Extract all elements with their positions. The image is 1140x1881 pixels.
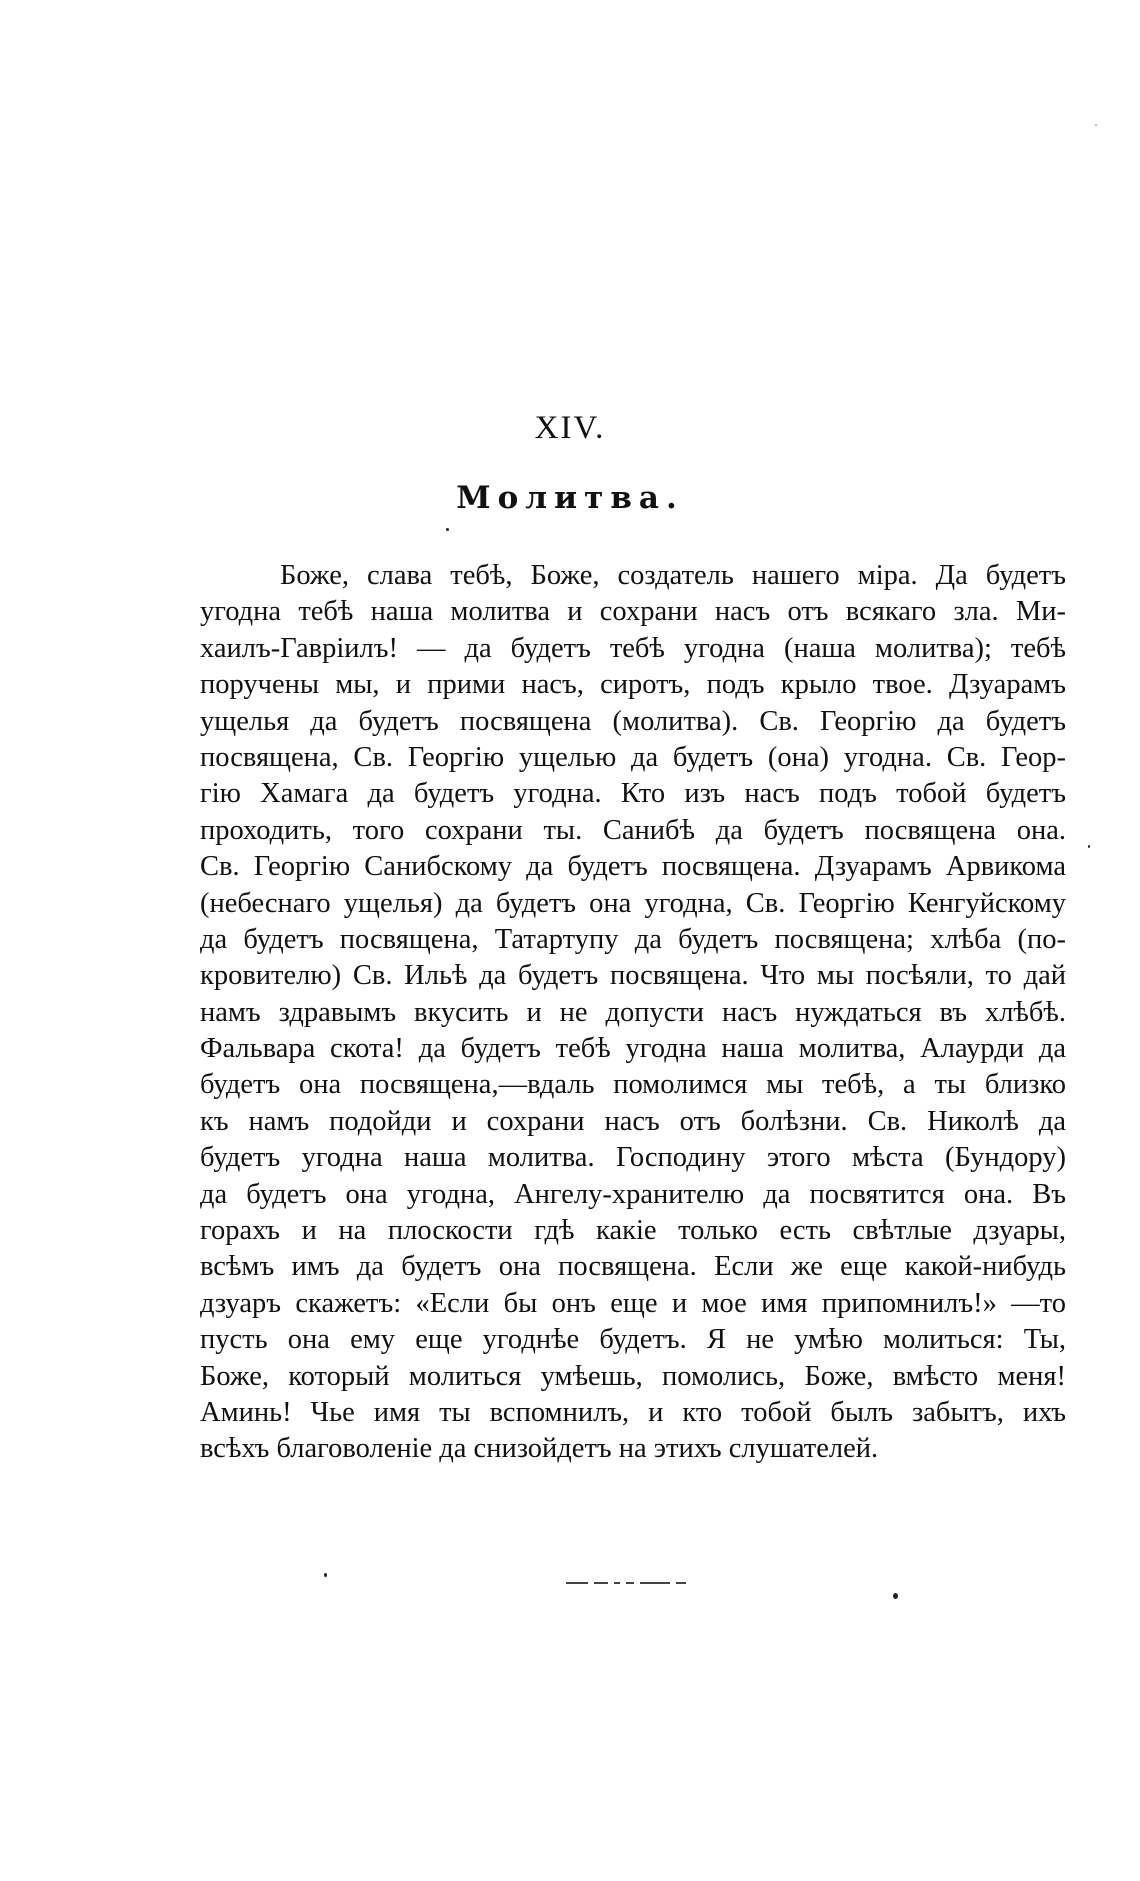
text-line: всѣмъ имъ да будетъ она посвящена. Если же еще какой-нибудь (200, 1251, 1066, 1283)
text-line: къ намъ подойди и сохрани насъ отъ болѣзни. Св. Николѣ да (200, 1105, 1066, 1137)
text-line: гію Хамага да будетъ угодна. Кто изъ насъ подъ тобой будетъ (200, 778, 1066, 810)
text-line: да будетъ она угодна, Ангелу-хранителю да посвятится она. Въ (200, 1178, 1066, 1210)
text-line: кровителю) Св. Ильѣ да будетъ посвящена. Что мы посѣяли, то дай (200, 960, 1066, 992)
text-line: намъ здравымъ вкусить и не допусти насъ нуждаться въ хлѣбѣ. (200, 996, 1066, 1028)
text-line: будетъ она посвящена,—вдаль помолимся мы тебѣ, а ты близко (200, 1069, 1066, 1101)
text-line: да будетъ посвящена, Татартупу да будетъ посвящена; хлѣба (по- (200, 923, 1066, 955)
text-line: хаилъ-Гавріилъ! — да будетъ тебѣ угодна (наша молитва); тебѣ (200, 632, 1066, 664)
text-line: Фальвара скота! да будетъ тебѣ угодна наша молитва, Алаурди да (200, 1033, 1066, 1065)
text-line: пусть она ему еще угоднѣе будетъ. Я не умѣю молиться: Ты, (200, 1324, 1066, 1356)
section-end-ornament (566, 1580, 696, 1586)
text-line: ущелья да будетъ посвящена (молитва). Св. Георгію да будетъ (200, 705, 1066, 737)
text-line: Боже, слава тебѣ, Боже, создатель нашего міра. Да будетъ (280, 560, 1066, 591)
text-line: дзуаръ скажетъ: «Если бы онъ еще и мое имя припомнилъ!» —то (200, 1287, 1066, 1319)
print-speck (1095, 124, 1097, 126)
text-line: (небеснаго ущелья) да будетъ она угодна, Св. Георгію Кенгуйскому (200, 887, 1066, 919)
chapter-number: XIV. (534, 410, 606, 446)
print-speck (446, 528, 449, 531)
chapter-title: Молитва. (456, 480, 684, 516)
print-speck (324, 1573, 327, 1577)
text-line: горахъ и на плоскости гдѣ какіе только есть свѣтлые дзуары, (200, 1215, 1066, 1247)
text-line: будетъ угодна наша молитва. Господину этого мѣста (Бундору) (200, 1142, 1066, 1174)
text-line: всѣхъ благоволеніе да снизойдетъ на этихъ слушателей. (200, 1433, 879, 1465)
text-line: посвящена, Св. Георгію ущелью да будетъ (она) угодна. Св. Геор- (200, 741, 1066, 773)
print-speck (1088, 845, 1090, 848)
text-line: Боже, который молиться умѣешь, помолись, Боже, вмѣсто меня! (200, 1360, 1066, 1392)
prayer-text (200, 558, 1066, 1468)
text-line: поручены мы, и прими насъ, сиротъ, подъ крыло твое. Дзуарамъ (200, 669, 1066, 701)
text-line: Аминь! Чье имя ты вспомнилъ, и кто тобой былъ забытъ, ихъ (200, 1396, 1066, 1428)
text-line: угодна тебѣ наша молитва и сохрани насъ отъ всякаго зла. Ми- (200, 596, 1066, 628)
text-line: проходить, того сохрани ты. Санибѣ да будетъ посвящена она. (200, 814, 1066, 846)
text-line: Св. Георгію Санибскому да будетъ посвящена. Дзуарамъ Арвикома (200, 851, 1066, 883)
print-speck (893, 1593, 898, 1599)
